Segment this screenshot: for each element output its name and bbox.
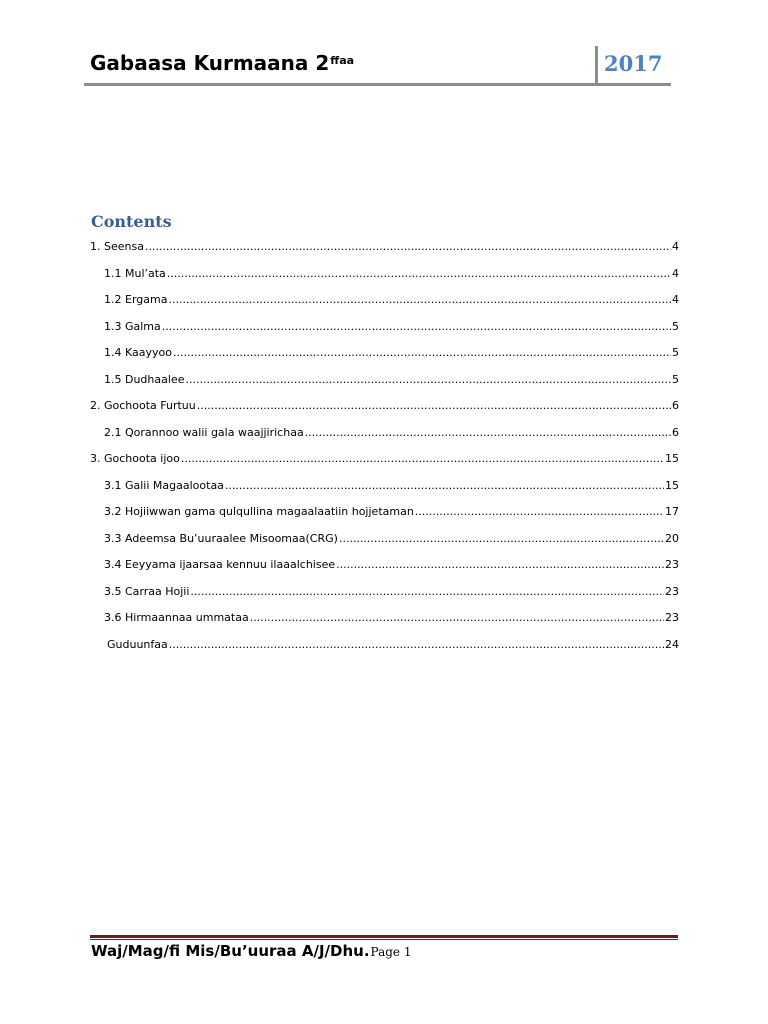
toc-entry[interactable]	[90, 634, 679, 652]
toc-entry-label: Guduunfaa	[107, 637, 168, 651]
toc-entry-leader	[167, 267, 671, 281]
toc-entry-leader	[169, 638, 664, 652]
toc-entry[interactable]	[90, 528, 679, 546]
toc-entry[interactable]	[90, 369, 679, 387]
footer-rule-thick	[90, 935, 678, 938]
toc-entry-leader	[415, 505, 664, 519]
header-vertical-divider	[595, 46, 598, 84]
toc-entry-leader	[197, 399, 671, 413]
toc-entry-page: 6	[672, 425, 679, 439]
header-title-superscript: ffaa	[330, 54, 355, 67]
toc-entry-label: 3.2 Hojiiwwan gama qulqullina magaalaatiin hojjetaman	[104, 505, 414, 518]
toc-entry-page: 23	[665, 584, 679, 598]
toc-entry-page: 24	[665, 637, 679, 651]
toc-entry-leader	[190, 585, 664, 599]
toc-entry[interactable]	[90, 475, 679, 493]
toc-entry-label: 3.4 Eeyyama ijaarsaa kennuu ilaaalchisee	[104, 558, 336, 571]
header-rule	[84, 83, 671, 86]
toc-entry-label: 1.5 Dudhaalee	[104, 372, 185, 386]
header-year: 2017	[604, 51, 663, 76]
toc-entry-page: 5	[672, 319, 679, 333]
toc-entry-label: 1.3 Galma	[104, 319, 161, 333]
toc-entry-label: 2.1 Qorannoo walii gala waajjirichaa	[104, 425, 304, 439]
toc-entry-leader	[168, 293, 671, 307]
header-title	[90, 50, 354, 76]
toc-entry-label: 1.1 Mul’ata	[104, 266, 166, 280]
contents-heading: Contents	[91, 212, 172, 231]
toc-entry[interactable]	[90, 501, 679, 519]
page-header	[84, 44, 671, 86]
page-footer	[91, 942, 411, 960]
toc-entry[interactable]	[90, 236, 679, 254]
footer-rule-thin	[90, 939, 678, 940]
toc-entry-label: 3.1 Galii Magaalootaa	[104, 478, 224, 492]
toc-entry-leader	[162, 320, 671, 334]
toc-entry-leader	[145, 240, 671, 254]
toc-entry-label: 2. Gochoota Furtuu	[90, 399, 196, 412]
toc-entry[interactable]	[90, 316, 679, 334]
toc-entry[interactable]	[90, 289, 679, 307]
toc-entry-page: 20	[665, 531, 679, 545]
toc-entry-label: 1.4 Kaayyoo	[104, 346, 172, 359]
toc-entry-leader	[225, 479, 664, 493]
toc-entry[interactable]	[90, 448, 679, 466]
toc-entry-page: 15	[665, 452, 679, 465]
toc-entry-page: 5	[672, 346, 679, 359]
toc-entry-page: 5	[672, 372, 679, 386]
toc-entry-leader	[181, 452, 664, 466]
toc-entry-page: 17	[665, 505, 679, 518]
toc-entry-label: 3.6 Hirmaannaa ummataa	[104, 611, 249, 624]
toc-entry-page: 23	[665, 558, 679, 571]
toc-entry-label: 3. Gochoota ijoo	[90, 452, 180, 465]
toc-entry-leader	[305, 426, 671, 440]
toc-entry-label: 1. Seensa	[90, 240, 144, 253]
toc-entry-page: 15	[665, 478, 679, 492]
header-title-text: Gabaasa Kurmaana 2	[90, 51, 330, 75]
toc-entry-page: 4	[672, 266, 679, 280]
toc-entry-page: 6	[672, 399, 679, 412]
toc-entry-leader	[250, 611, 664, 625]
toc-entry[interactable]	[90, 263, 679, 281]
toc-entry-page: 23	[665, 611, 679, 624]
footer-page-number: Page 1	[370, 945, 412, 959]
toc-entry[interactable]	[90, 581, 679, 599]
toc-entry[interactable]	[90, 342, 679, 360]
toc-entry[interactable]	[90, 422, 679, 440]
footer-text: Waj/Mag/fi Mis/Bu’uuraa A/J/Dhu.	[91, 942, 370, 960]
toc-entry-label: 1.2 Ergama	[104, 293, 168, 306]
toc-entry[interactable]	[90, 395, 679, 413]
toc-entry-label: 3.3 Adeemsa Bu’uuraalee Misoomaa(CRG)	[104, 531, 338, 545]
toc-entry-leader	[336, 558, 664, 572]
toc-entry-leader	[173, 346, 671, 360]
toc-entry-leader	[185, 373, 671, 387]
toc-entry-page: 4	[672, 293, 679, 306]
toc-entry-page: 4	[672, 240, 679, 253]
toc-entry-label: 3.5 Carraa Hojii	[104, 584, 190, 598]
toc-entry[interactable]	[90, 607, 679, 625]
toc-entry[interactable]	[90, 554, 679, 572]
toc-entry-leader	[339, 532, 664, 546]
